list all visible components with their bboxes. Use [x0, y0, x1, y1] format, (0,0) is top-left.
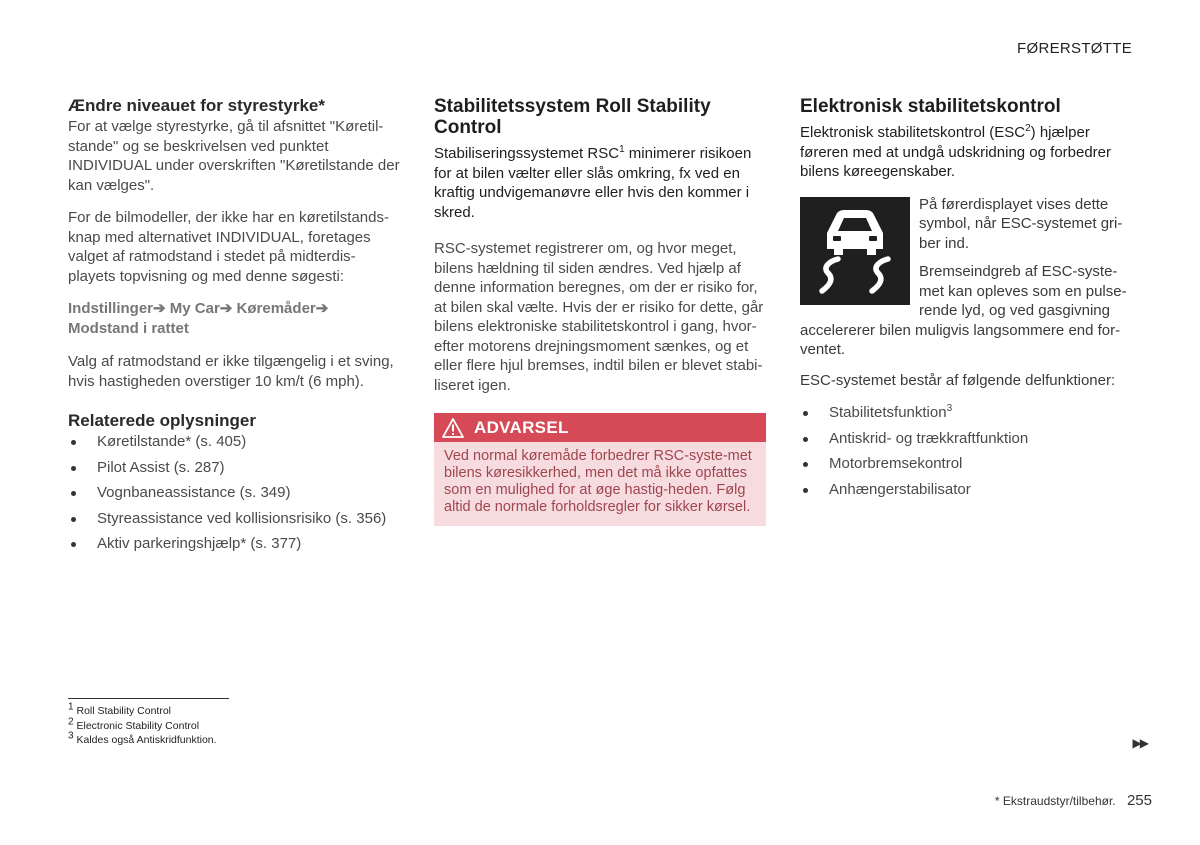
page-number: 255	[1126, 792, 1152, 809]
path-item: Køremåder	[236, 300, 316, 317]
optional-equipment-note: * Ekstraudstyr/tilbehør.	[994, 794, 1116, 808]
arrow-right-icon: ➔	[153, 300, 166, 317]
related-link[interactable]: Vognbaneassistance (s. 349)	[68, 483, 403, 503]
paragraph: RSC-systemet registrerer om, og hvor meget, bilens hældning til siden ændres. Ved hjælp af denne information beregnes, om der er risiko for, at bilen skal vælte. Hvis der er risiko for dette, går bilens elektroniske stabilitetskontrol i gang, hvor-efter motorens drejningsmoment sænkes, og et eller flere hjul bremses, indtil bilen er blevet stabi-liseret igen.	[434, 240, 764, 394]
paragraph: accelererer bilen muligvis langsommere end for-ventet.	[800, 321, 1121, 358]
column-esc	[800, 96, 1132, 505]
paragraph: ESC-systemet består af følgende delfunktioner:	[800, 371, 1116, 389]
esc-function-list	[800, 403, 1132, 500]
arrow-right-icon: ➔	[219, 300, 233, 317]
footnotes	[68, 701, 217, 748]
list-item: Anhængerstabilisator	[800, 480, 1132, 500]
column-rsc	[434, 96, 767, 526]
paragraph: For de bilmodeller, der ikke har en køretilstands-knap med alternativet INDIVIDUAL, foretages valget af ratmodstand i stedet på midterdis-playets topvisning og med denne søgesti:	[68, 209, 389, 285]
footnote-ref: 1	[619, 144, 625, 155]
warning-box	[434, 413, 766, 526]
footnote-ref: 2	[1025, 123, 1031, 134]
footnote: $^3$ Kaldes også Antiskridfunktion.	[68, 730, 217, 746]
warning-text: Ved normal køremåde forbedrer RSC-syste-met bilens køresikkerhed, men det må ikke opfattes som en mulighed for at øge hastig-heden. Følg altid de normale forholdsregler for sikker kørsel.	[434, 442, 766, 526]
paragraph: Stabiliseringssystemet RSC$^1$ minimerer risikoen for at bilen vælter eller slås omkring, fx ved en kraftig undvigemanøvre eller hvis den kommer i skred.	[434, 144, 752, 221]
paragraph: For at vælge styrestyrke, gå til afsnittet "Køretil-stande" og se beskrivelsen ved punktet INDIVIDUAL under overskriften "Køretilstande der kan vælges".	[68, 118, 400, 194]
paragraph: Valg af ratmodstand er ikke tilgængelig i et sving, hvis hastigheden overstiger 10 km/t (6 mph).	[68, 353, 394, 390]
continue-icon: ▶▶	[1132, 736, 1147, 750]
paragraph: På førerdisplayet vises dette symbol, når ESC-systemet gri-ber ind.	[919, 195, 1123, 252]
footnote-divider	[68, 698, 229, 699]
warning-triangle-icon	[442, 418, 464, 438]
menu-path	[68, 299, 403, 339]
paragraph: Elektronisk stabilitetskontrol (ESC$^2$) hjælper føreren med at undgå udskridning og forbedrer bilens køreegenskaber.	[800, 123, 1112, 180]
related-link[interactable]: Køretilstande* (s. 405)	[68, 432, 403, 452]
column-steering	[68, 96, 403, 560]
list-item: Stabilitetsfunktion$^3$	[800, 403, 1132, 423]
path-item: My Car	[169, 300, 220, 317]
related-list	[68, 432, 403, 554]
esc-skid-car-icon	[800, 197, 910, 305]
footnote: $^2$ Electronic Stability Control	[68, 716, 200, 732]
heading-rsc: Stabilitetssystem Roll Stability Control	[434, 96, 711, 138]
warning-header	[434, 413, 766, 442]
path-item: Modstand i rattet	[68, 320, 189, 337]
esc-symbol-text	[919, 195, 1132, 321]
list-item: Motorbremsekontrol	[800, 454, 1132, 474]
path-item: Indstillinger	[68, 300, 154, 317]
related-heading: Relaterede oplysninger	[68, 411, 257, 430]
section-header: FØRERSTØTTE	[1017, 40, 1132, 57]
related-link[interactable]: Styreassistance ved kollisionsrisiko (s. 356)	[68, 509, 403, 529]
warning-title: ADVARSEL	[474, 417, 569, 437]
footnote: $^1$ Roll Stability Control	[68, 701, 172, 717]
footnote-ref: 3	[946, 403, 953, 414]
related-link[interactable]: Pilot Assist (s. 287)	[68, 458, 403, 478]
list-item: Antiskrid- og trækkraftfunktion	[800, 429, 1132, 449]
arrow-right-icon: ➔	[315, 300, 329, 317]
esc-symbol-block	[800, 195, 1132, 321]
heading-steering: Ændre niveauet for styrestyrke*	[68, 96, 325, 115]
heading-esc: Elektronisk stabilitetskontrol	[800, 96, 1061, 117]
paragraph: Bremseindgreb af ESC-syste-met kan opleves som en pulse-rende lyd, og ved gasgivning	[919, 263, 1127, 319]
related-link[interactable]: Aktiv parkeringshjælp* (s. 377)	[68, 534, 403, 554]
page-footer	[995, 792, 1152, 809]
